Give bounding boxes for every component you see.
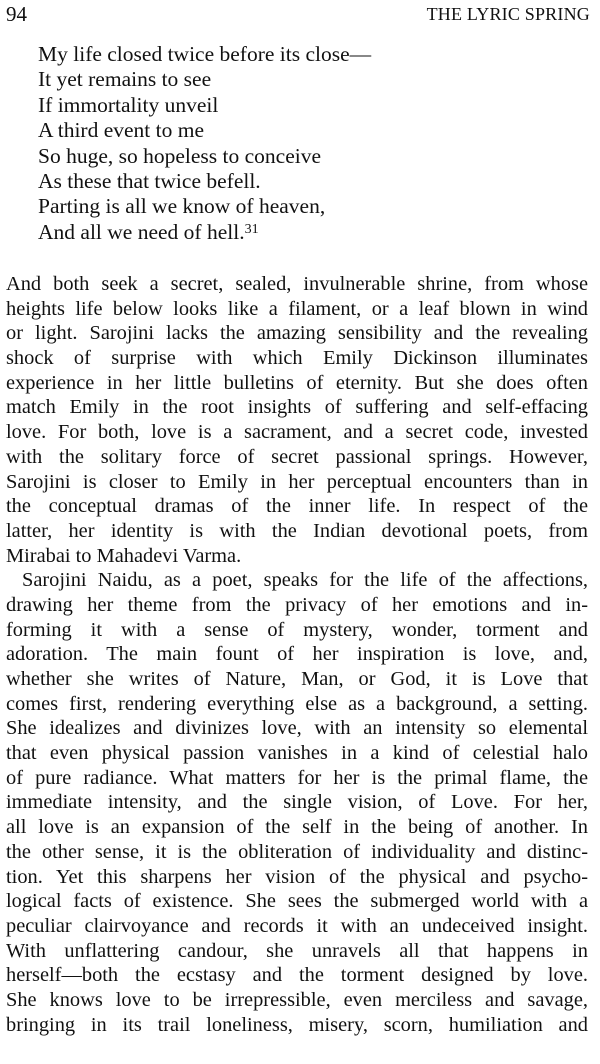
footnote-reference: 31 xyxy=(244,221,259,237)
text-line: bringing in its trail loneliness, misery, scorn, humiliation and xyxy=(6,1013,588,1036)
text-line: all love is an expansion of the self in the being of another. In xyxy=(6,816,588,839)
text-line: logical facts of existence. She sees the submerged world with a xyxy=(6,890,588,913)
text-line: herself—both the ecstasy and the torment designed by love. xyxy=(6,964,588,987)
text-line: match Emily in the root insights of suffering and self-effacing xyxy=(6,396,588,419)
body-text xyxy=(6,272,588,1037)
poem-line-text: My life closed twice before its close— xyxy=(38,42,372,66)
text-line: Mirabai to Mahadevi Varma. xyxy=(6,544,242,567)
text-line: that even physical passion vanishes in a kind of celestial halo xyxy=(6,742,588,765)
poem-line-text: A third event to me xyxy=(38,118,204,143)
text-line: With unflattering candour, she unravels all that happens in xyxy=(6,939,588,962)
text-line: Sarojini Naidu, as a poet, speaks for the life of the affections, xyxy=(22,569,588,592)
text-line: the conceptual dramas of the inner life. In respect of the xyxy=(6,495,588,518)
poem-line-text: Parting is all we know of heaven, xyxy=(38,194,326,219)
poem-line-text: As these that twice befell. xyxy=(38,169,261,194)
text-line: experience in her little bulletins of eternity. But she does often xyxy=(6,371,588,394)
text-line: love. For both, love is a sacrament, and a secret code, invested xyxy=(6,421,588,444)
text-line: adoration. The main fount of her inspiration is love, and, xyxy=(6,643,588,666)
text-line: forming it with a sense of mystery, wonder, torment and xyxy=(6,618,588,641)
text-line: shock of surprise with which Emily Dickinson illuminates xyxy=(6,347,588,370)
poem-line xyxy=(38,118,371,143)
poem-line xyxy=(38,194,371,219)
text-line: tion. Yet this sharpens her vision of the physical and psycho- xyxy=(6,865,588,888)
text-line: the other sense, it is the obliteration of individuality and distinc- xyxy=(6,840,588,863)
poem-line-text: It yet remains to see xyxy=(38,67,212,92)
text-line: latter, her identity is with the Indian devotional poets, from xyxy=(6,519,588,542)
text-line: with the solitary force of secret passional springs. However, xyxy=(6,445,588,468)
poem-line xyxy=(38,144,371,169)
poem-line xyxy=(38,220,371,245)
text-line: Sarojini is closer to Emily in her perceptual encounters than in xyxy=(6,470,588,493)
text-line: immediate intensity, and the single vision, of Love. For her, xyxy=(6,791,588,814)
poem-line xyxy=(38,169,371,194)
page-header xyxy=(6,0,590,30)
poem-line-text: And all we need of hell. xyxy=(38,219,245,244)
text-line: peculiar clairvoyance and records it with an undeceived insight. xyxy=(6,914,588,937)
text-line: She idealizes and divinizes love, with an intensity so elemental xyxy=(6,717,588,740)
poem-line xyxy=(38,42,371,67)
text-line: She knows love to be irrepressible, even merciless and savage, xyxy=(6,988,588,1011)
text-line: whether she writes of Nature, Man, or God, it is Love that xyxy=(6,668,588,690)
page-number: 94 xyxy=(6,2,27,26)
text-line: And both seek a secret, sealed, invulnerable shrine, from whose xyxy=(6,273,588,295)
text-line: drawing her theme from the privacy of her emotions and in- xyxy=(6,593,588,616)
poem-line xyxy=(38,93,371,118)
poem-line-text: So huge, so hopeless to conceive xyxy=(38,143,322,168)
running-head: THE LYRIC SPRING xyxy=(426,4,590,24)
text-line: of pure radiance. What matters for her is the primal flame, the xyxy=(6,766,588,789)
text-line: heights life below looks like a filament, or a leaf blown in wind xyxy=(6,297,588,320)
text-line: comes first, rendering everything else as a background, a setting. xyxy=(6,692,588,715)
poem-line-text: If immortality unveil xyxy=(38,92,219,117)
text-line: or light. Sarojini lacks the amazing sensibility and the revealing xyxy=(6,322,588,345)
poem-line xyxy=(38,67,371,92)
poem-quotation xyxy=(38,42,371,245)
